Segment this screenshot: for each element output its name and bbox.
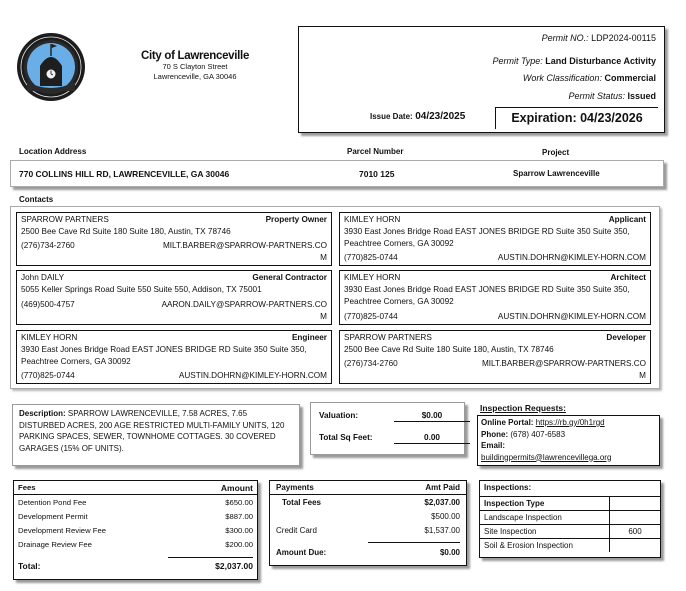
online-portal-label: Online Portal: [481,418,534,427]
location-box [10,160,664,187]
contact-phone: (770)825-0744 [344,253,398,262]
fee-amount: $650.00 [225,498,253,507]
contact-phone: (276)734-2760 [344,359,398,368]
fee-row [18,540,253,552]
contact-card-engineer [16,330,332,384]
fee-amount: $887.00 [225,512,253,521]
contact-role: Property Owner [265,215,327,224]
contact-role: General Contractor [252,273,327,282]
contact-name: KIMLEY HORN [21,333,78,342]
contact-phone: (276)734-2760 [21,241,75,250]
fee-row [18,498,253,510]
payments-header-label: Payments [276,483,314,492]
permit-type-row [492,56,656,66]
contact-card-general-contractor [16,270,332,325]
contacts-header: Contacts [19,195,54,204]
fee-label: Development Review Fee [18,526,107,535]
inspection-value [610,511,661,525]
inspection-requests-title: Inspection Requests: [480,403,566,413]
contact-card-property-owner [16,212,332,266]
fees-table [13,480,258,580]
payments-table [269,480,467,566]
project-value: Sparrow Lawrenceville [513,169,600,178]
contact-address: 3930 East Jones Bridge Road EAST JONES BRIDGE RD Suite 350 Suite 350, Peachtree Corners, GA 30092 [21,345,307,366]
fees-header-amount: Amount [220,483,253,493]
contact-email: AARON.DAILY@SPARROW-PARTNERS.COM [161,300,327,321]
inspection-row [480,539,660,553]
fee-label: Drainage Review Fee [18,540,92,549]
fee-row [18,526,253,538]
location-address-header: Location Address [19,147,87,156]
email-link[interactable]: buildingpermits@lawrencevillega.org [481,452,612,462]
inspections-table [479,480,661,558]
inspection-row [480,525,660,539]
valuation-box [310,402,465,455]
permit-number-row [542,33,656,43]
contact-name: SPARROW PARTNERS [21,215,109,224]
work-classification-value: Commercial [604,73,656,83]
permit-status-row [568,91,656,101]
contact-name: KIMLEY HORN [344,215,401,224]
description-text: SPARROW LAWRENCEVILLE, 7.58 ACRES, 7.65 DISTURBED ACRES, 200 AGE RESTRICTED MULTI-FAMILY UNITS, 120 PARKING SPACES, SEWER, TOWNHOME COTTAGES. 30 COVERED GARAGES (15% OF UNITS). [19,409,285,453]
location-address-value: 770 COLLINS HILL RD, LAWRENCEVILLE, GA 30046 [19,169,230,179]
organization-address-line2: Lawrenceville, GA 30046 [153,72,237,81]
phone-label: Phone: [481,429,509,439]
description-label: Description: [19,409,66,418]
contact-address: 2500 Bee Cave Rd Suite 180 Suite 180, Austin, TX 78746 [21,227,231,236]
parcel-number-value: 7010 125 [359,169,395,179]
inspection-requests-box [477,415,660,466]
permit-type-value: Land Disturbance Activity [545,56,656,66]
contacts-section [10,206,660,389]
contact-role: Engineer [291,333,327,342]
inspection-type: Landscape Inspection [480,511,610,525]
inspection-row [480,511,660,525]
amount-due-value: $0.00 [439,548,460,557]
payment-row [276,512,460,524]
contact-email: MILT.BARBER@SPARROW-PARTNERS.COM [481,359,646,380]
credit-card-amount: $1,537.00 [424,526,460,535]
credit-card-label: Credit Card [276,526,317,535]
permit-type-label: Permit Type: [492,56,543,66]
contact-address: 3930 East Jones Bridge Road EAST JONES BRIDGE RD Suite 350 Suite 350, Peachtree Corners, GA 30092 [344,285,630,306]
expiration-value: 04/23/2026 [580,111,643,125]
total-fees-label: Total Fees [282,498,321,507]
amount-due-divider [368,542,460,543]
fees-total-label: Total: [18,561,41,571]
project-header: Project [542,148,570,157]
inspection-value: 600 [610,525,661,539]
total-sq-feet-label: Total Sq Feet: [319,433,373,442]
fees-total-value: $2,037.00 [215,561,253,571]
fees-header-label: Fees [18,483,36,492]
amount-due-label: Amount Due: [276,548,327,557]
contact-name: KIMLEY HORN [344,273,401,282]
expiration-label: Expiration: [511,111,577,125]
inspection-value [610,497,661,511]
expiration-date [495,107,658,129]
total-sq-feet-value: 0.00 [394,433,470,444]
contact-phone: (469)500-4757 [21,300,75,309]
permit-status-label: Permit Status: [568,91,625,101]
contact-address: 5055 Keller Springs Road Suite 550 Suite 550, Addison, TX 75001 [21,285,262,294]
contact-role: Applicant [608,215,646,224]
contact-address: 3930 East Jones Bridge Road EAST JONES BRIDGE RD Suite 350 Suite 350, Peachtree Corners, GA 30092 [344,227,630,248]
contact-phone: (770)825-0744 [344,312,398,321]
total-divider [168,557,253,558]
organization-name: City of Lawrenceville [140,50,250,62]
description-box [12,404,300,466]
payments-header-amount: Amt Paid [425,483,460,492]
parcel-number-header: Parcel Number [347,147,404,156]
fees-header [14,481,257,495]
issue-date-value: 04/23/2025 [415,111,466,122]
contact-phone: (770)825-0744 [21,371,75,380]
fee-label: Development Permit [18,512,88,521]
email-label: Email: [481,441,506,450]
inspection-type: Site Inspection [480,525,610,539]
inspections-grid [480,496,660,552]
organization-address-line1: 70 S Clayton Street [162,62,228,71]
contact-email: MILT.BARBER@SPARROW-PARTNERS.COM [162,241,327,262]
inspection-type: Soil & Erosion Inspection [480,539,610,553]
organization-header [130,50,260,82]
contact-address: 2500 Bee Cave Rd Suite 180 Suite 180, Austin, TX 78746 [344,345,554,354]
total-fees-row [276,498,460,510]
contact-card-architect [339,270,651,325]
inspection-row [480,497,660,511]
phone-value: (678) 407-6583 [510,429,566,439]
issue-date-label: Issue Date: [370,112,413,121]
fee-amount: $300.00 [225,526,253,535]
contact-email: AUSTIN.DOHRN@KIMLEY-HORN.COM [497,312,646,321]
contact-role: Developer [606,333,646,342]
credit-card-row [276,526,460,538]
contact-card-developer [339,330,651,384]
contact-name: SPARROW PARTNERS [344,333,432,342]
online-portal-link[interactable]: https://rb.gy/0h1rgd [535,418,605,427]
work-classification-label: Work Classification: [522,73,602,83]
inspection-value [610,539,661,553]
fee-row [18,512,253,524]
amount-due-row [276,548,460,560]
contact-name: John DAILY [21,273,65,282]
inspections-title: Inspections: [484,483,532,492]
payments-header [270,481,466,495]
valuation-value: $0.00 [394,411,470,422]
contact-email: AUSTIN.DOHRN@KIMLEY-HORN.COM [178,371,327,380]
payment-amount: $500.00 [431,512,460,521]
fee-label: Detention Pond Fee [18,498,87,507]
fee-amount: $200.00 [225,540,253,549]
contact-card-applicant [339,212,651,266]
permit-status-value: Issued [627,91,656,101]
fees-total-row [18,561,253,571]
permit-number-value: LDP2024-00115 [591,33,656,43]
inspection-type: Inspection Type [480,497,610,511]
issue-date [370,111,465,122]
contact-role: Architect [610,273,646,282]
permit-number-label: Permit NO.: [541,33,589,43]
city-seal-clock-tower-icon [16,32,86,102]
valuation-label: Valuation: [319,411,359,420]
contact-email: AUSTIN.DOHRN@KIMLEY-HORN.COM [497,253,646,262]
work-classification-row [523,73,656,83]
total-fees-value: $2,037.00 [424,498,460,507]
